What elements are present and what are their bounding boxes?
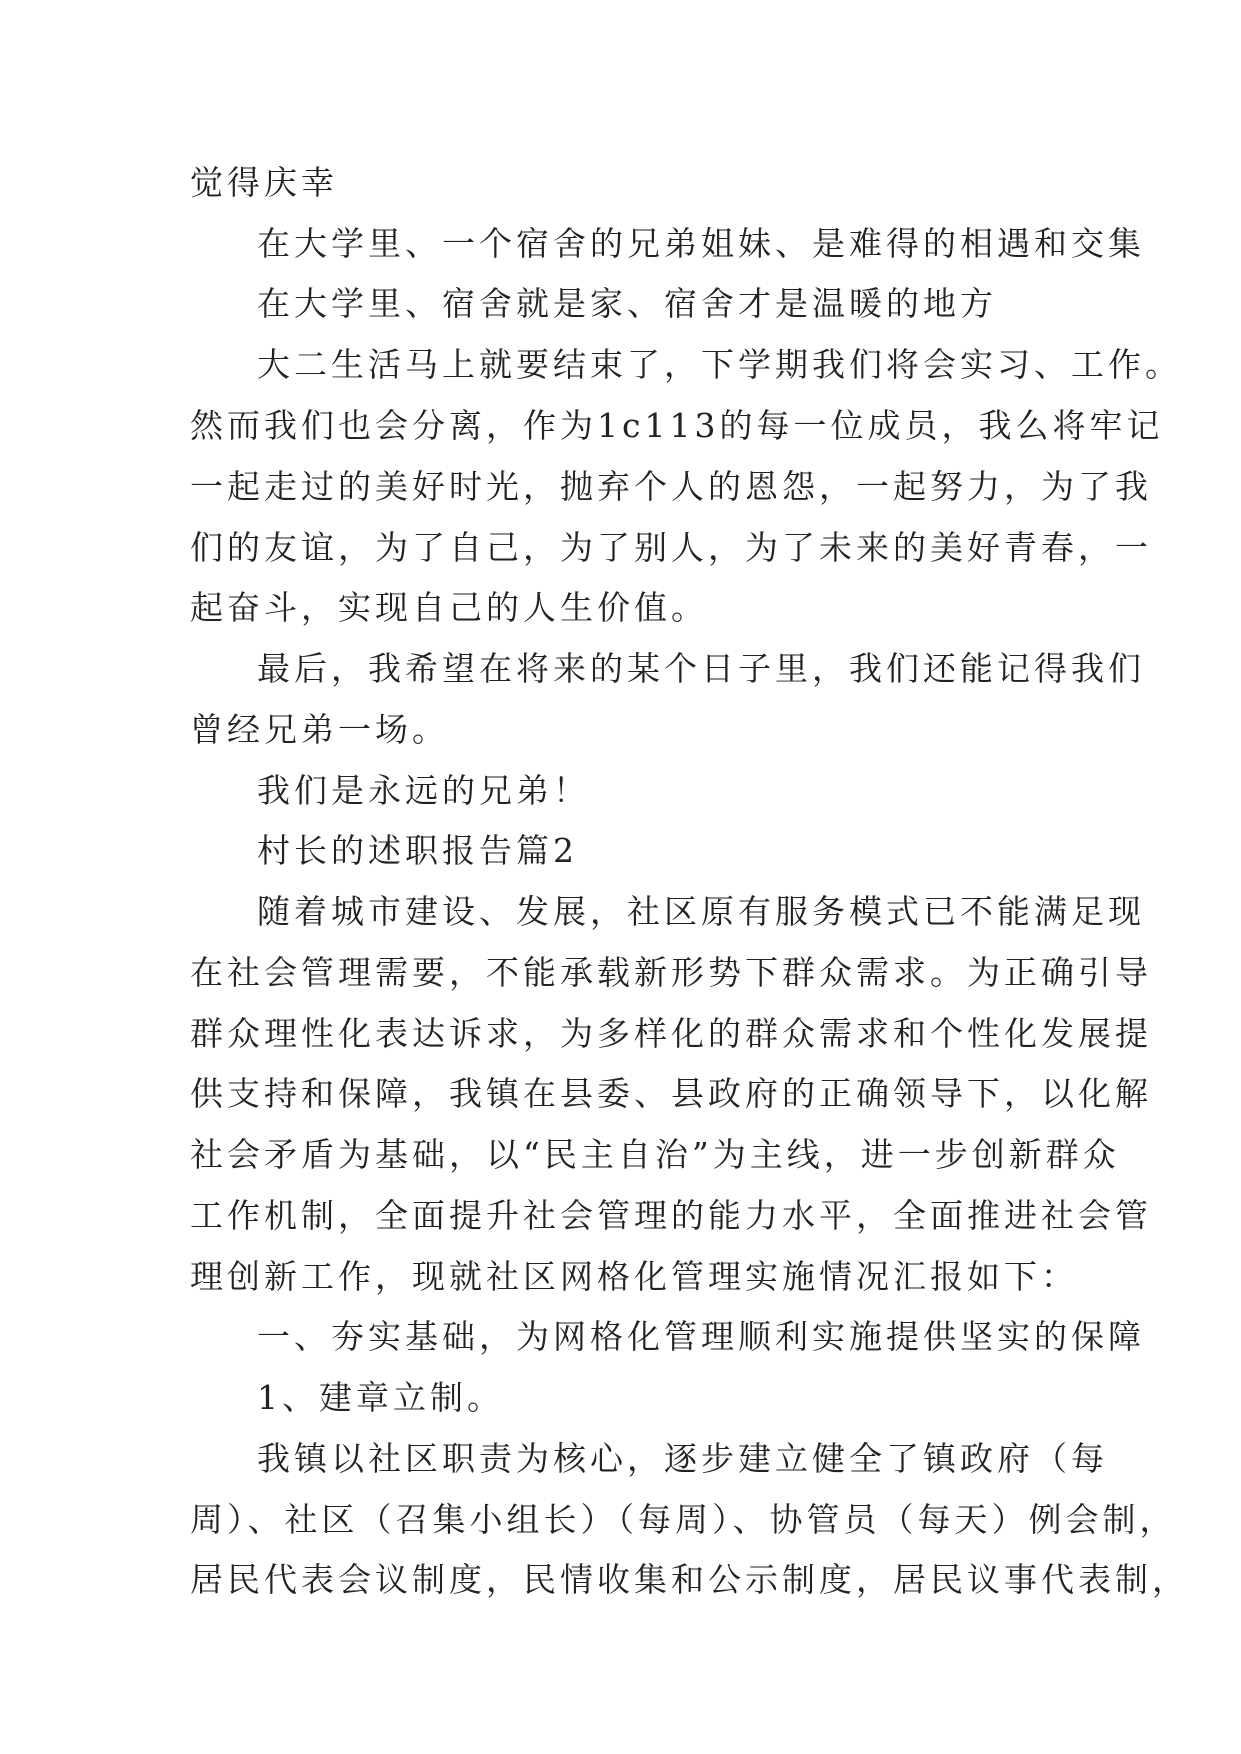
section-heading: 村长的述职报告篇2 bbox=[257, 831, 578, 870]
text-line: 工作机制，全面提升社会管理的能力水平，全面推进社会管 bbox=[190, 1196, 1152, 1235]
text-line: 居民代表会议制度，民情收集和公示制度，居民议事代表制， bbox=[190, 1560, 1189, 1599]
subsection-heading: 一、夯实基础，为网格化管理顺利实施提供坚实的保障 bbox=[257, 1317, 1145, 1356]
text-line: 我们是永远的兄弟！ bbox=[257, 771, 590, 810]
text-line: 群众理性化表达诉求，为多样化的群众需求和个性化发展提 bbox=[190, 1014, 1152, 1053]
text-line: 在大学里、宿舍就是家、宿舍才是温暖的地方 bbox=[257, 284, 997, 323]
text-line: 我镇以社区职责为核心，逐步建立健全了镇政府（每 bbox=[257, 1439, 1108, 1478]
text-line: 最后，我希望在将来的某个日子里，我们还能记得我们 bbox=[257, 649, 1145, 688]
text-line: 曾经兄弟一场。 bbox=[190, 710, 449, 749]
list-item: 1、建章立制。 bbox=[257, 1378, 504, 1417]
text-line: 在社会管理需要，不能承载新形势下群众需求。为正确引导 bbox=[190, 953, 1152, 992]
text-line: 随着城市建设、发展，社区原有服务模式已不能满足现 bbox=[257, 892, 1145, 931]
text-line: 然而我们也会分离，作为1c113的每一位成员，我么将牢记 bbox=[190, 406, 1164, 445]
text-line: 周）、社区（召集小组长）（每周）、协管员（每天）例会制， bbox=[190, 1500, 1177, 1539]
text-line: 觉得庆幸 bbox=[190, 163, 338, 202]
text-line: 一起走过的美好时光，抛弃个人的恩怨，一起努力，为了我 bbox=[190, 467, 1152, 506]
text-line: 们的友谊，为了自己，为了别人，为了未来的美好青春，一 bbox=[190, 528, 1152, 567]
text-line: 起奋斗，实现自己的人生价值。 bbox=[190, 588, 708, 627]
text-line: 供支持和保障，我镇在县委、县政府的正确领导下，以化解 bbox=[190, 1074, 1152, 1113]
text-line: 社会矛盾为基础，以“民主自治”为主线，进一步创新群众 bbox=[190, 1135, 1120, 1174]
text-line: 在大学里、一个宿舍的兄弟姐妹、是难得的相遇和交集 bbox=[257, 224, 1145, 263]
text-line: 理创新工作，现就社区网格化管理实施情况汇报如下： bbox=[190, 1257, 1078, 1296]
text-line: 大二生活马上就要结束了，下学期我们将会实习、工作。 bbox=[257, 345, 1182, 384]
